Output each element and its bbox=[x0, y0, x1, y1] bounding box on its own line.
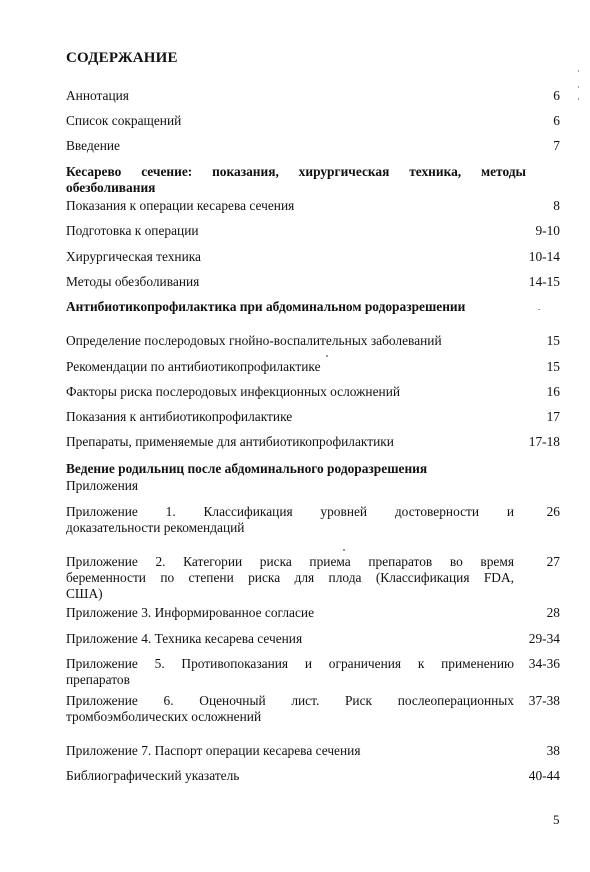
toc-entry-title: Факторы риска послеродовых инфекционных осложнений bbox=[66, 384, 401, 399]
toc-entry[interactable] bbox=[66, 249, 560, 265]
toc-heading: СОДЕРЖАНИЕ bbox=[66, 50, 178, 66]
toc-entry-title-line: тромбоэмболических осложнений bbox=[66, 709, 262, 724]
toc-entry-page: 27 bbox=[546, 554, 560, 569]
toc-entry[interactable] bbox=[66, 274, 560, 290]
toc-entry-page: 6 bbox=[553, 113, 560, 128]
toc-entry-title: Хирургическая техника bbox=[66, 249, 202, 264]
toc-entry-appendix-3[interactable] bbox=[66, 605, 560, 621]
section-heading-line: Кесарево сечение: показания, хирургическая техника, методы bbox=[66, 164, 526, 179]
scan-speck bbox=[326, 355, 328, 357]
toc-entry[interactable] bbox=[66, 434, 560, 450]
toc-entry-appendix-5[interactable] bbox=[66, 656, 560, 688]
toc-entry-abbreviations[interactable] bbox=[66, 113, 560, 129]
toc-entry-title: Введение bbox=[66, 138, 120, 153]
toc-entry[interactable] bbox=[66, 384, 560, 400]
toc-entry-page: 17 bbox=[546, 409, 560, 424]
toc-entry-page: 10-14 bbox=[528, 249, 560, 264]
toc-entry-title: Препараты, применяемые для антибиотикопрофилактики bbox=[66, 434, 394, 449]
toc-entry-title bbox=[66, 554, 514, 602]
toc-entry-title: Приложение 4. Техника кесарева сечения bbox=[66, 631, 303, 646]
scan-speck bbox=[578, 86, 579, 88]
appendices-label: Приложения bbox=[66, 478, 139, 493]
scan-speck bbox=[578, 70, 579, 72]
toc-entry[interactable] bbox=[66, 333, 560, 349]
section-heading-cesarean bbox=[66, 164, 526, 196]
toc-entry-appendix-2[interactable] bbox=[66, 554, 560, 602]
toc-entry-title: Приложение 3. Информированное согласие bbox=[66, 605, 315, 620]
scan-speck bbox=[538, 309, 540, 310]
toc-entry-page: 29-34 bbox=[528, 631, 560, 646]
toc-entry-page: 26 bbox=[546, 504, 560, 519]
toc-entry-title-line: препаратов bbox=[66, 672, 130, 687]
toc-entry-title: Показания к операции кесарева сечения bbox=[66, 198, 295, 213]
toc-entry-page: 16 bbox=[546, 384, 560, 399]
toc-entry-title: Аннотация bbox=[66, 88, 129, 103]
section-heading-antibiotics: Антибиотикопрофилактика при абдоминальном родоразрешении bbox=[66, 299, 466, 314]
toc-entry-bibliography[interactable] bbox=[66, 768, 560, 784]
toc-entry[interactable] bbox=[66, 198, 560, 214]
toc-entry-title: Приложение 7. Паспорт операции кесарева сечения bbox=[66, 743, 361, 758]
toc-entry-page: 37-38 bbox=[528, 693, 560, 708]
toc-entry-title: Подготовка к операции bbox=[66, 223, 199, 238]
toc-entry-title-line: Приложение 2. Категории риска приема препаратов во время bbox=[66, 554, 514, 569]
toc-entry-introduction[interactable] bbox=[66, 138, 560, 154]
toc-entry-title bbox=[66, 693, 514, 725]
toc-entry-page: 40-44 bbox=[528, 768, 560, 783]
toc-entry-page: 9-10 bbox=[535, 223, 560, 238]
toc-entry-title-line: Приложение 6. Оценочный лист. Риск послеоперационных bbox=[66, 693, 514, 708]
toc-entry[interactable] bbox=[66, 409, 560, 425]
toc-entry-page: 7 bbox=[553, 138, 560, 153]
toc-entry-title: Определение послеродовых гнойно-воспалительных заболеваний bbox=[66, 333, 442, 348]
toc-entry-annotation[interactable] bbox=[66, 88, 560, 104]
toc-entry-title: Показания к антибиотикопрофилактике bbox=[66, 409, 293, 424]
toc-entry-appendix-1[interactable] bbox=[66, 504, 560, 536]
toc-entry-title-line: Приложение 1. Классификация уровней достоверности и bbox=[66, 504, 514, 519]
toc-entry-page: 15 bbox=[546, 359, 560, 374]
toc-entry-title-line: Приложение 5. Противопоказания и ограничения к применению bbox=[66, 656, 514, 671]
toc-entry-page: 15 bbox=[546, 333, 560, 348]
toc-entry-page: 34-36 bbox=[528, 656, 560, 671]
toc-entry-appendix-4[interactable] bbox=[66, 631, 560, 647]
section-heading-line: обезболивания bbox=[66, 180, 156, 195]
toc-entry-title-line: беременности по степени риска для плода (Классификация FDA, bbox=[66, 570, 514, 585]
toc-entry-title bbox=[66, 504, 514, 536]
toc-entry-appendix-7[interactable] bbox=[66, 743, 560, 759]
toc-entry-title: Библиографический указатель bbox=[66, 768, 240, 783]
toc-entry-title bbox=[66, 656, 514, 688]
scan-speck bbox=[578, 98, 579, 100]
toc-entry-title-line: доказательности рекомендаций bbox=[66, 520, 245, 535]
section-heading-postpartum: Ведение родильниц после абдоминального родоразрешения bbox=[66, 461, 428, 476]
page-number: 5 bbox=[553, 812, 560, 827]
toc-entry-page: 8 bbox=[553, 198, 560, 213]
toc-entry-page: 38 bbox=[546, 743, 560, 758]
toc-entry-appendix-6[interactable] bbox=[66, 693, 560, 725]
toc-entry-page: 28 bbox=[546, 605, 560, 620]
toc-entry-page: 6 bbox=[553, 88, 560, 103]
toc-entry-page: 14-15 bbox=[528, 274, 560, 289]
toc-entry[interactable] bbox=[66, 223, 560, 239]
toc-entry-title: Методы обезболивания bbox=[66, 274, 200, 289]
toc-entry-title-line: США) bbox=[66, 586, 103, 601]
toc-entry[interactable] bbox=[66, 359, 560, 375]
toc-entry-title: Рекомендации по антибиотикопрофилактике bbox=[66, 359, 321, 374]
toc-entry-title: Список сокращений bbox=[66, 113, 182, 128]
toc-entry-page: 17-18 bbox=[528, 434, 560, 449]
scan-speck bbox=[343, 549, 345, 551]
